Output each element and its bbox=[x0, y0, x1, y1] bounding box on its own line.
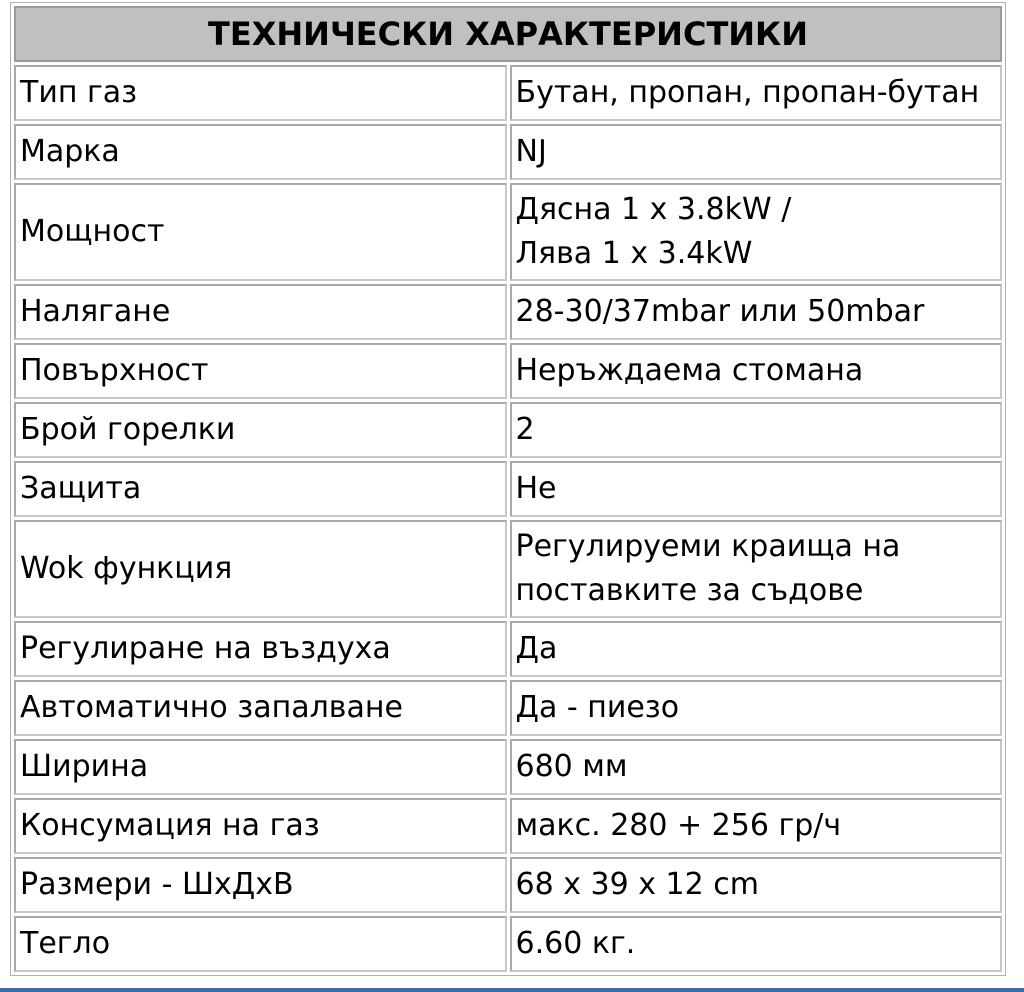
spec-label-air-regulation: Регулиране на въздуха bbox=[14, 621, 507, 677]
table-row bbox=[14, 857, 1002, 913]
table-header-row bbox=[14, 6, 1002, 62]
spec-value-power-line-2: Лява 1 x 3.4kW bbox=[515, 236, 753, 271]
spec-label-brand: Марка bbox=[14, 124, 507, 180]
spec-label-width: Ширина bbox=[14, 739, 507, 795]
bottom-border-bar bbox=[0, 988, 1024, 992]
spec-label-protection: Защита bbox=[14, 461, 507, 517]
spec-label-ignition: Автоматично запалване bbox=[14, 680, 507, 736]
spec-label-wok: Wok функция bbox=[14, 520, 507, 618]
spec-label-power: Мощност bbox=[14, 183, 507, 281]
table-row bbox=[14, 65, 1002, 121]
table-row bbox=[14, 284, 1002, 340]
spec-value-wok bbox=[510, 520, 1003, 618]
spec-value-power bbox=[510, 183, 1003, 281]
table-row bbox=[14, 124, 1002, 180]
table-row bbox=[14, 520, 1002, 618]
spec-value-power-line-1: Дясна 1 x 3.8kW / bbox=[515, 192, 792, 227]
spec-value-air-regulation: Да bbox=[510, 621, 1003, 677]
table-row bbox=[14, 461, 1002, 517]
spec-value-surface: Неръждаема стомана bbox=[510, 343, 1003, 399]
table-row bbox=[14, 621, 1002, 677]
spec-label-gas-type: Тип газ bbox=[14, 65, 507, 121]
spec-value-dimensions: 68 x 39 x 12 cm bbox=[510, 857, 1003, 913]
spec-value-gas-type: Бутан, пропан, пропан-бутан bbox=[510, 65, 1003, 121]
table-row bbox=[14, 798, 1002, 854]
spec-value-wok-line-1: Регулируеми краища на bbox=[515, 529, 901, 564]
table-title: ТЕХНИЧЕСКИ ХАРАКТЕРИСТИКИ bbox=[14, 6, 1002, 62]
table-row bbox=[14, 343, 1002, 399]
spec-value-protection: Не bbox=[510, 461, 1003, 517]
spec-value-width: 680 мм bbox=[510, 739, 1003, 795]
table-row bbox=[14, 739, 1002, 795]
spec-value-weight: 6.60 кг. bbox=[510, 916, 1003, 972]
table-row bbox=[14, 680, 1002, 736]
spec-value-brand: NJ bbox=[510, 124, 1003, 180]
spec-value-pressure: 28-30/37mbar или 50mbar bbox=[510, 284, 1003, 340]
spec-value-ignition: Да - пиезо bbox=[510, 680, 1003, 736]
spec-label-dimensions: Размери - ШхДхВ bbox=[14, 857, 507, 913]
spec-value-gas-consumption: макс. 280 + 256 гр/ч bbox=[510, 798, 1003, 854]
table-row bbox=[14, 916, 1002, 972]
spec-label-weight: Тегло bbox=[14, 916, 507, 972]
table-row bbox=[14, 183, 1002, 281]
spec-label-pressure: Налягане bbox=[14, 284, 507, 340]
table-row bbox=[14, 402, 1002, 458]
spec-label-burners: Брой горелки bbox=[14, 402, 507, 458]
spec-label-gas-consumption: Консумация на газ bbox=[14, 798, 507, 854]
spec-value-burners: 2 bbox=[510, 402, 1003, 458]
specifications-table bbox=[10, 2, 1006, 976]
spec-label-surface: Повърхност bbox=[14, 343, 507, 399]
spec-value-wok-line-2: поставките за съдове bbox=[515, 573, 864, 608]
